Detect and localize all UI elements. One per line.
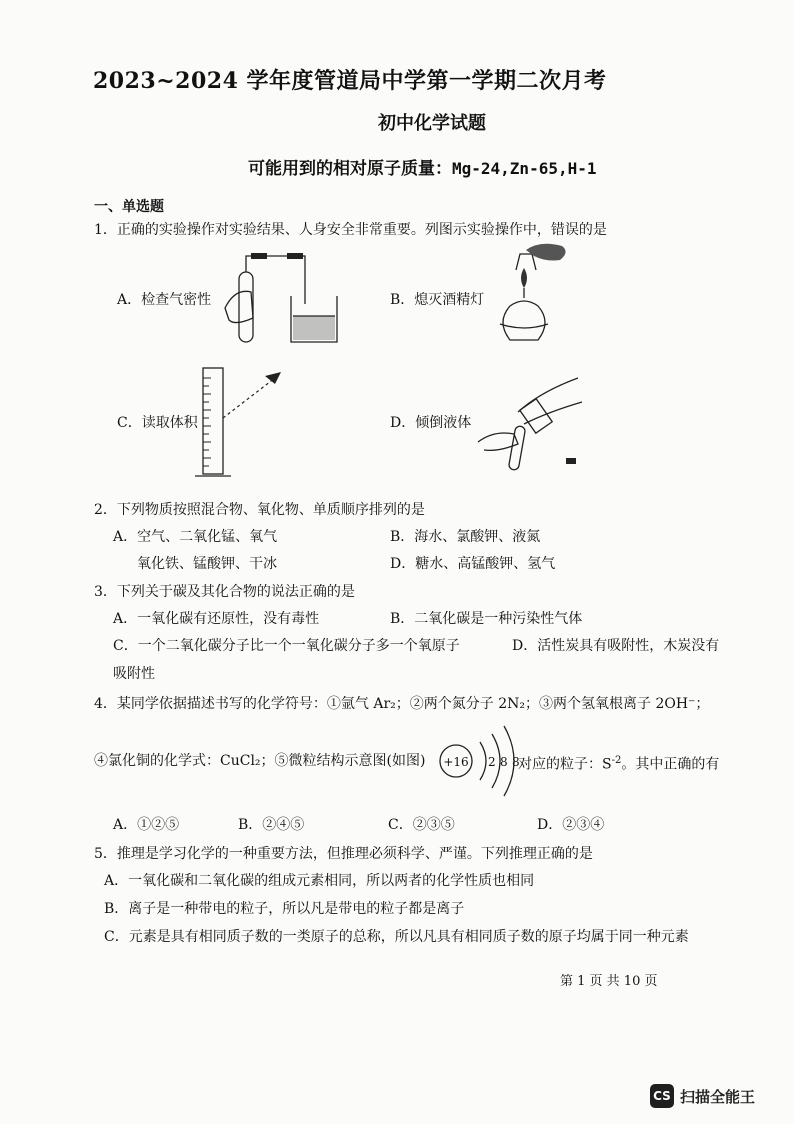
q5-option-a: A．一氧化碳和二氧化碳的组成元素相同，所以两者的化学性质也相同	[104, 873, 535, 889]
q5-option-c: C．元素是具有相同质子数的一类原子的总称，所以凡具有相同质子数的原子均属于同一种元素	[104, 929, 689, 945]
q1-stem: 1．正确的实验操作对实验结果、人身安全非常重要。列图示实验操作中，错误的是	[94, 222, 607, 238]
atomic-mass-line	[248, 154, 597, 179]
shell-2-electrons: 8	[500, 755, 508, 769]
q3-stem: 3．下列关于碳及其化合物的说法正确的是	[94, 584, 355, 600]
section-heading: 一、单选题	[94, 199, 164, 215]
q5-stem: 5．推理是学习化学的一种重要方法，但推理必须科学、严谨。下列推理正确的是	[94, 846, 593, 862]
q2-option-c: 氧化铁、锰酸钾、干冰	[137, 556, 277, 572]
q4-option-c: C．②③⑤	[388, 817, 455, 833]
q4-line2-tail: 。其中正确的有	[621, 756, 720, 773]
q1-option-d: D．倾倒液体	[390, 415, 472, 431]
q2-stem: 2．下列物质按照混合物、氧化物、单质顺序排列的是	[94, 502, 425, 518]
q3-option-d: D．活性炭具有吸附性，木炭没有	[512, 638, 720, 654]
exam-subtitle: 初中化学试题	[378, 113, 486, 134]
scanner-watermark	[650, 1084, 755, 1108]
scanner-brand-name: 扫描全能王	[680, 1087, 756, 1106]
atomic-mass-values: Mg-24,Zn-65,H-1	[452, 159, 597, 178]
alcohol-lamp-figure	[490, 240, 580, 350]
exam-title: 2023~2024 学年度管道局中学第一学期二次月考	[93, 68, 607, 94]
atomic-mass-label: 可能用到的相对原子质量：	[248, 159, 452, 179]
graduated-cylinder-figure	[195, 366, 295, 481]
q2-option-b: B．海水、氯酸钾、液氮	[390, 529, 541, 545]
airtightness-check-figure	[225, 248, 345, 348]
q1-option-c: C．读取体积	[117, 415, 198, 431]
atomic-structure-diagram	[438, 728, 528, 798]
page-number: 第 1 页 共 10 页	[560, 974, 658, 989]
q4-option-b: B．②④⑤	[238, 817, 305, 833]
q4-line2-left: ④氯化铜的化学式：CuCl₂；⑤微粒结构示意图(如图)	[94, 753, 426, 769]
q4-option-d: D．②③④	[537, 817, 605, 833]
nucleus-label: +16	[443, 755, 469, 769]
shell-1-electrons: 2	[488, 755, 496, 769]
q4-line2-right	[518, 751, 719, 775]
q3-option-c: C．一个二氧化碳分子比一个一氧化碳分子多一个氧原子	[113, 638, 460, 654]
scanner-logo: CS	[650, 1084, 674, 1108]
q3-option-a: A．一氧化碳有还原性，没有毒性	[113, 611, 320, 627]
q4-stem: 4．某同学依据描述书写的化学符号：①氩气 Ar₂；②两个氮分子 2N₂；③两个氢氧根离子 2OH⁻；	[94, 696, 710, 712]
q2-option-a: A．空气、二氧化锰、氧气	[113, 529, 278, 545]
q4-particle-label: 对应的粒子：S	[518, 756, 612, 773]
q4-option-a: A．①②⑤	[113, 817, 180, 833]
q1-option-b: B．熄灭酒精灯	[390, 292, 485, 308]
q3-option-b: B．二氧化碳是一种污染性气体	[390, 611, 583, 627]
q4-particle-charge: -2	[611, 755, 622, 766]
shell-3-electrons: 8	[512, 755, 520, 769]
q3-option-d-continued: 吸附性	[113, 666, 155, 682]
q2-option-d: D．糖水、高锰酸钾、氢气	[390, 556, 556, 572]
pouring-liquid-figure	[478, 372, 588, 472]
q5-option-b: B．离子是一种带电的粒子，所以凡是带电的粒子都是离子	[104, 901, 465, 917]
q1-option-a: A．检查气密性	[117, 292, 212, 308]
